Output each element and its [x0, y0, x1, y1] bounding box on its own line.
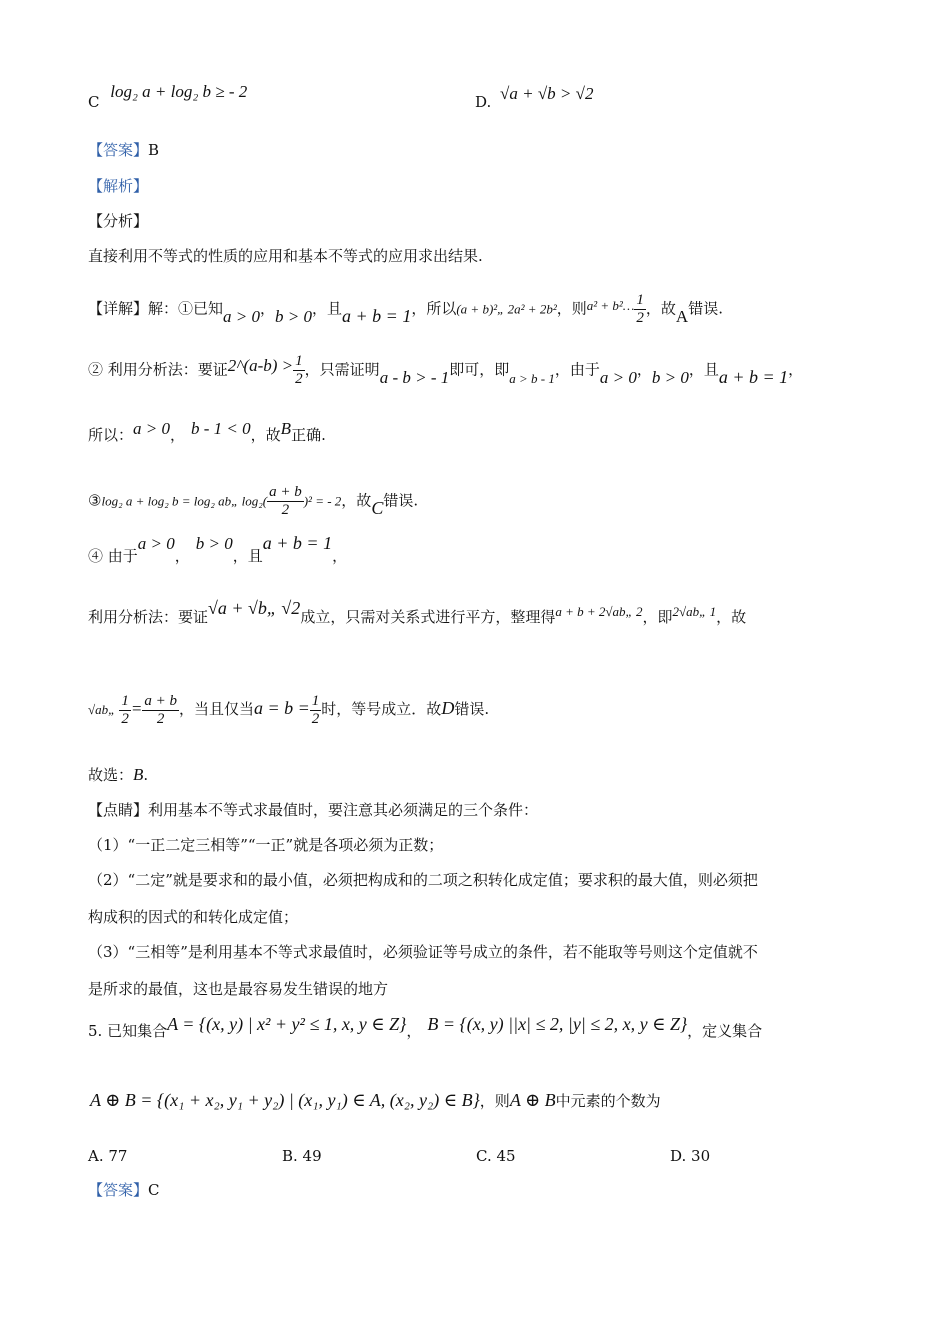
- q5-line-1: [88, 1014, 763, 1041]
- math: a > 0: [223, 306, 261, 326]
- math: b - 1 < 0: [191, 419, 251, 438]
- numerator: 1: [121, 692, 129, 709]
- numerator: 1: [636, 292, 644, 308]
- text: 即可，即: [449, 360, 510, 379]
- text: 故选：: [88, 766, 134, 784]
- math: a + b = 1: [262, 533, 333, 553]
- denominator: 2: [156, 710, 165, 727]
- detail-line-5: [88, 533, 348, 566]
- text: ② 利用分析法：要证: [88, 360, 228, 379]
- q5-line-2: [90, 1090, 661, 1111]
- math: √ab„: [88, 702, 116, 717]
- numerator: a + b: [269, 484, 302, 500]
- math: √a + √b„ √2: [208, 598, 301, 618]
- math: a + b + 2√ab„ 2: [555, 604, 643, 619]
- text: 成立，只需对关系式进行平方，整理得: [300, 608, 556, 626]
- math: b > 0: [195, 534, 233, 553]
- option-d: [475, 84, 594, 112]
- math: B: [280, 419, 292, 438]
- q5-answer: [88, 1180, 160, 1200]
- math: a > b - 1: [509, 370, 555, 386]
- text: ，且: [312, 299, 343, 318]
- answer-value: B: [148, 141, 160, 159]
- detail-line-2: [88, 353, 803, 388]
- math: a + b = 1: [342, 305, 412, 326]
- text: 错误.: [383, 491, 419, 510]
- denominator: 2: [311, 710, 320, 727]
- text: 中元素的个数为: [555, 1092, 661, 1110]
- fenxi-text: 直接利用不等式的性质的应用和基本不等式的应用求出结果.: [88, 247, 483, 265]
- fenxi-tag: 【分析】: [88, 212, 149, 230]
- option-d-label: D.: [475, 93, 492, 111]
- text: ，: [406, 1022, 422, 1040]
- option-c-label: C: [88, 93, 100, 111]
- text: .: [143, 766, 149, 784]
- math: log₂ a + log₂ b = log₂ ab„ log₂(: [101, 493, 268, 509]
- math: A: [675, 306, 689, 326]
- detail-line-1: [88, 292, 723, 327]
- answer-tag: 【答案】: [88, 1181, 149, 1199]
- math: 2√ab„ 1: [672, 604, 717, 619]
- numerator: a + b: [144, 692, 177, 709]
- math: )² = - 2: [303, 493, 342, 509]
- analysis-tag: 【解析】: [88, 177, 149, 195]
- text: ，故: [645, 299, 676, 318]
- q5-option-d: D. 30: [670, 1147, 711, 1165]
- math: A ⊕ B: [509, 1090, 556, 1110]
- text: ，: [636, 360, 652, 379]
- option-c: [88, 82, 248, 112]
- denominator: 2: [121, 710, 129, 727]
- math: b > 0: [651, 367, 689, 387]
- detail-line-4: [88, 484, 418, 519]
- text: ，故: [716, 608, 747, 626]
- text: 错误.: [454, 700, 490, 718]
- text: ，由于: [554, 360, 600, 379]
- fraction: [267, 484, 304, 519]
- text: ，则: [556, 299, 587, 318]
- math: A = {(x, y) | x² + y² ≤ 1, x, y ∈ Z}: [167, 1014, 407, 1034]
- text: 错误.: [688, 299, 723, 318]
- fraction: [142, 693, 179, 728]
- math: =: [130, 699, 143, 718]
- text: ③: [88, 491, 102, 510]
- q5-option-b: B. 49: [282, 1147, 322, 1165]
- text: ，: [260, 299, 276, 318]
- denominator: 2: [295, 371, 303, 387]
- point-2b: 构成积的因式的和转化成定值；: [88, 908, 299, 926]
- text: 解：①已知: [148, 299, 224, 318]
- option-d-expr: √a + √b > √2: [500, 84, 594, 103]
- point-1: （1）“一正二定三相等”“一正”就是各项必须为正数；: [88, 836, 444, 854]
- math: a - b > - 1: [379, 367, 450, 387]
- detail-line-3: [88, 419, 326, 445]
- answer-tag: 【答案】: [88, 141, 149, 159]
- math: b > 0: [275, 306, 313, 326]
- text: ，定义集合: [687, 1022, 763, 1040]
- text: ，故: [250, 426, 281, 444]
- math: C: [371, 497, 384, 518]
- text: 利用基本不等式求最值时，要注意其必须满足的三个条件：: [148, 801, 539, 819]
- text: 所以：: [88, 426, 134, 444]
- math: a > 0: [133, 419, 170, 438]
- math: a > 0: [599, 367, 637, 387]
- math: A ⊕ B = {(x₁ + x₂, y₁ + y₂) | (x₁, y₁) ∈ A, (x₂, y₂) ∈ B}: [90, 1090, 480, 1110]
- fraction: [293, 353, 305, 388]
- math: 2^(a-b) >: [227, 355, 294, 375]
- option-c-expr: log₂ a + log₂ b ≥ - 2: [110, 82, 248, 101]
- answer-value: C: [148, 1181, 160, 1199]
- dianjing-tag: 【点睛】: [88, 801, 149, 819]
- q4-answer: [88, 140, 159, 160]
- text: ，且: [688, 360, 719, 379]
- text: ，: [174, 547, 190, 565]
- math: D: [441, 698, 455, 718]
- math: B = {(x, y) ||x| ≤ 2, |y| ≤ 2, x, y ∈ Z}: [427, 1014, 688, 1034]
- text: 时，等号成立．故: [321, 700, 442, 718]
- text: 利用分析法：要证: [88, 608, 209, 626]
- point-2a: （2）“二定”就是要求和的最小值，必须把构成和的二项之积转化成定值；要求积的最大值，则必须把: [88, 871, 758, 889]
- fraction: [634, 292, 646, 327]
- point-3b: 是所求的最值，这也是最容易发生错误的地方: [88, 980, 389, 998]
- numerator: 1: [295, 353, 303, 369]
- q5-option-a: A. 77: [88, 1147, 128, 1165]
- math: a > 0: [137, 534, 175, 553]
- detail-line-7: [88, 688, 489, 728]
- detail-line-6: [88, 598, 747, 628]
- text: ④ 由于: [88, 547, 138, 565]
- detail-tag: 【详解】: [88, 299, 149, 318]
- text: ，: [332, 547, 348, 565]
- point-3a: （3）“三相等”是利用基本不等式求最值时，必须验证等号成立的条件，若不能取等号则这个定值就不: [88, 943, 758, 961]
- text: ，: [788, 360, 804, 379]
- denominator: 2: [636, 310, 644, 326]
- text: ，: [170, 426, 186, 444]
- choose-line: [88, 765, 148, 785]
- math: (a + b)²„ 2a² + 2b²: [456, 301, 557, 317]
- denominator: 2: [281, 502, 290, 518]
- text: ，且: [232, 547, 263, 565]
- text: ，即: [642, 608, 673, 626]
- text: ，当且仅当: [178, 700, 254, 718]
- fraction: [119, 693, 131, 728]
- text: ，故: [341, 491, 372, 510]
- text: 正确.: [291, 426, 326, 444]
- math: B: [133, 765, 144, 784]
- text: ，所以: [411, 299, 457, 318]
- text: ，则: [479, 1092, 510, 1110]
- math: a + b = 1: [718, 366, 789, 387]
- math: a² + b²…: [586, 297, 635, 313]
- dianjing-line: [88, 800, 538, 820]
- fraction: [310, 693, 322, 728]
- math: a = b =: [254, 698, 310, 718]
- text: ，只需证明: [304, 360, 380, 379]
- q5-number: 5. 已知集合: [88, 1022, 168, 1040]
- q5-option-c: C. 45: [476, 1147, 516, 1165]
- numerator: 1: [311, 692, 320, 709]
